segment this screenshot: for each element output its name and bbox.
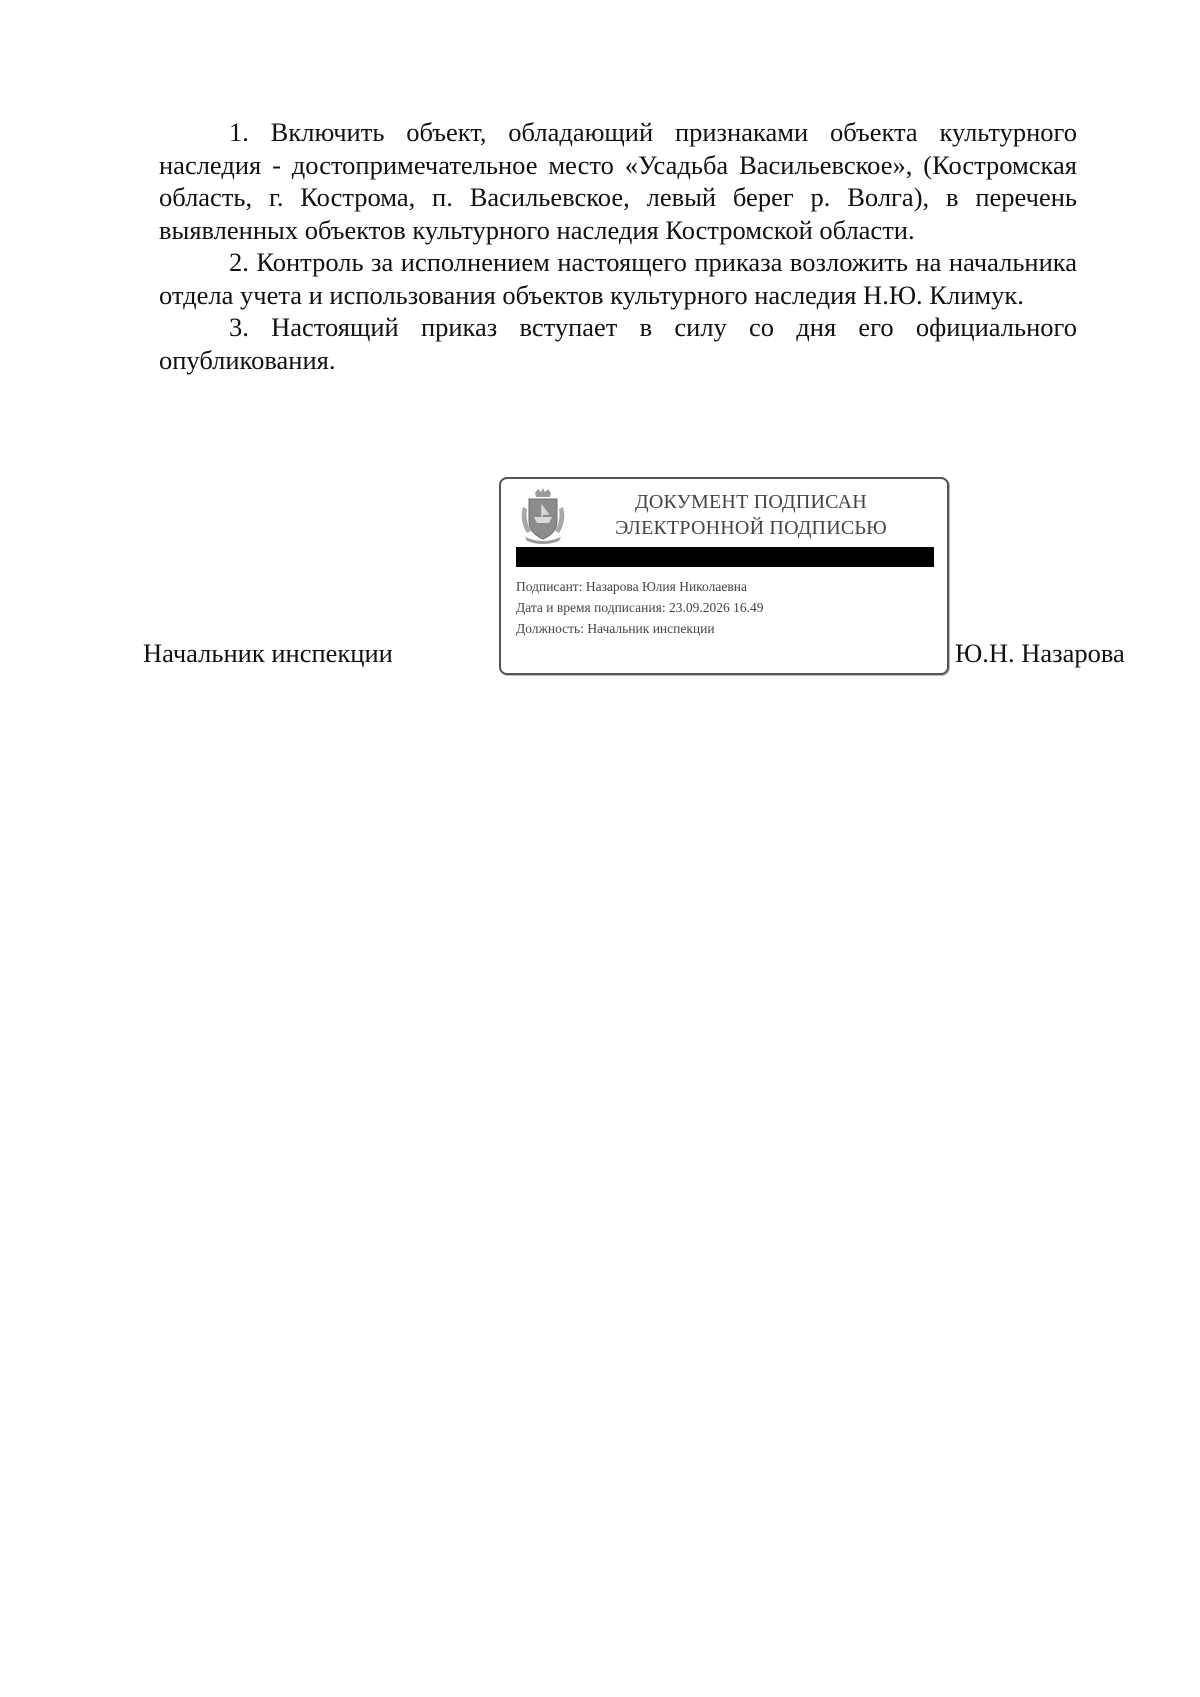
paragraph-3: 3. Настоящий приказ вступает в силу со дня его официального опубликования. (159, 312, 1077, 375)
signatory-position: Начальник инспекции (143, 638, 393, 668)
stamp-position: Должность: Начальник инспекции (516, 621, 715, 636)
electronic-signature-stamp (499, 477, 949, 675)
paragraph-1: 1. Включить объект, обладающий признаками объекта культурного наследия - достопримечательное место «Усадьба Васильевское», (Костромская область, г. Кострома, п. Васильевское, левый берег р. Волга), в перечень выявленных объектов культурного наследия Костромской области. (159, 117, 1077, 245)
stamp-title-line-1: ДОКУМЕНТ ПОДПИСАН (635, 491, 867, 513)
redaction-bar (516, 547, 934, 567)
order-body (159, 116, 1077, 376)
stamp-details (516, 576, 763, 639)
signatory-name: Ю.Н. Назарова (955, 638, 1125, 668)
stamp-datetime: Дата и время подписания: 23.09.2026 16.49 (516, 600, 764, 615)
stamp-title (591, 489, 911, 541)
paragraph-2: 2. Контроль за исполнением настоящего приказа возложить на начальника отдела учета и использования объектов культурного наследия Н.Ю. Климук. (159, 247, 1077, 310)
stamp-signer: Подписант: Назарова Юлия Николаевна (516, 579, 747, 594)
stamp-title-line-2: ЭЛЕКТРОННОЙ ПОДПИСЬЮ (615, 517, 887, 539)
kostroma-coat-of-arms-icon (517, 487, 569, 545)
